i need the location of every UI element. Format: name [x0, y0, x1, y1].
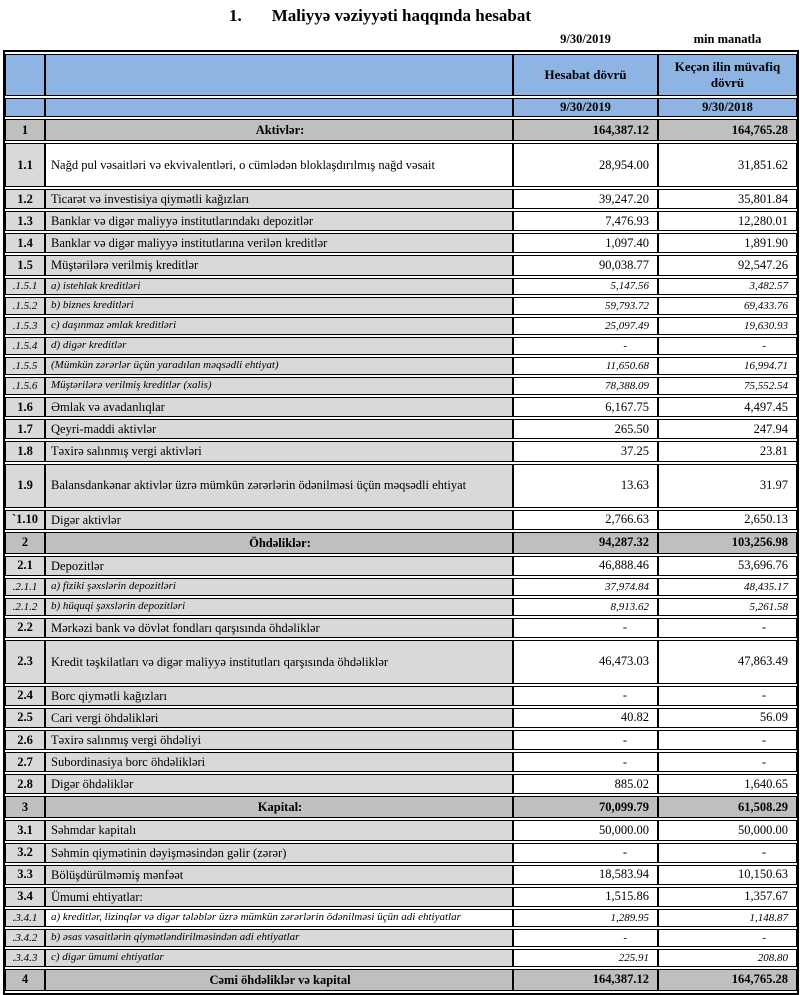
row-value-current: 885.02 — [513, 774, 658, 794]
header-row — [5, 54, 797, 96]
row-value-previous: 3,482.57 — [658, 278, 797, 296]
table-row — [5, 598, 797, 616]
row-value-previous: 19,630.93 — [658, 317, 797, 335]
table-row — [5, 686, 797, 706]
row-label: b) biznes kreditləri — [45, 297, 513, 315]
row-value-previous: 1,357.67 — [658, 887, 797, 907]
row-value-current: 265.50 — [513, 419, 658, 439]
row-label: Əmlak və avadanlıqlar — [45, 397, 513, 417]
table-row — [5, 865, 797, 885]
row-value-current: 94,287.32 — [513, 532, 658, 554]
row-label: Qeyri-maddi aktivlər — [45, 419, 513, 439]
row-value-previous: 5,261.58 — [658, 598, 797, 616]
row-number: .1.5.4 — [5, 337, 45, 355]
table-row — [5, 357, 797, 375]
row-value-previous: - — [658, 337, 797, 355]
row-value-previous: 69,433.76 — [658, 297, 797, 315]
row-value-previous: - — [658, 686, 797, 706]
row-number: .1.5.3 — [5, 317, 45, 335]
row-label: Digər aktivlər — [45, 510, 513, 530]
row-label: Cari vergi öhdəlikləri — [45, 708, 513, 728]
table-row — [5, 397, 797, 417]
row-label: Kapital: — [45, 796, 513, 818]
row-value-current: 1,515.86 — [513, 887, 658, 907]
row-label: Ümumi ehtiyatlar: — [45, 887, 513, 907]
row-number: 3.4 — [5, 887, 45, 907]
row-value-previous: 164,765.28 — [658, 119, 797, 141]
row-value-previous: 103,256.98 — [658, 532, 797, 554]
row-number: 3.2 — [5, 843, 45, 863]
row-value-current: 28,954.00 — [513, 143, 658, 187]
row-number: 2.3 — [5, 640, 45, 684]
row-label: Müştərilərə verilmiş kreditlər — [45, 255, 513, 275]
row-value-current: 90,038.77 — [513, 255, 658, 275]
table-row — [5, 730, 797, 750]
meta-row — [3, 32, 797, 47]
row-value-previous: 75,552.54 — [658, 377, 797, 395]
row-number: 1.1 — [5, 143, 45, 187]
row-value-current: 225.91 — [513, 949, 658, 967]
row-value-previous: 35,801.84 — [658, 189, 797, 209]
table-row — [5, 949, 797, 967]
row-value-current: 13.63 — [513, 464, 658, 508]
row-value-current: 5,147.56 — [513, 278, 658, 296]
row-number: .3.4.1 — [5, 909, 45, 927]
row-value-current: 46,888.46 — [513, 556, 658, 576]
title-text: Maliyyə vəziyyəti haqqında hesabat — [271, 6, 531, 25]
row-value-current: 11,650.68 — [513, 357, 658, 375]
row-value-current: - — [513, 843, 658, 863]
subheader-empty-label-cell — [45, 98, 513, 117]
row-label: Digər öhdəliklər — [45, 774, 513, 794]
row-value-current: 37,974.84 — [513, 578, 658, 596]
row-value-current: 164,387.12 — [513, 119, 658, 141]
row-value-previous: 50,000.00 — [658, 820, 797, 840]
row-value-current: 59,793.72 — [513, 297, 658, 315]
table-row — [5, 143, 797, 187]
row-value-previous: 16,994.71 — [658, 357, 797, 375]
row-label: c) digər ümumi ehtiyatlar — [45, 949, 513, 967]
row-number: 1.5 — [5, 255, 45, 275]
row-value-previous: 31,851.62 — [658, 143, 797, 187]
row-number: 1 — [5, 119, 45, 141]
row-label: Banklar və digər maliyyə institutlarındakı depozitlər — [45, 211, 513, 231]
row-value-current: - — [513, 730, 658, 750]
header-previous-period: Keçən ilin müvafiq dövrü — [658, 54, 797, 96]
row-value-current: 78,388.09 — [513, 377, 658, 395]
row-value-previous: 48,435.17 — [658, 578, 797, 596]
row-value-current: 164,387.12 — [513, 969, 658, 991]
row-value-current: 37.25 — [513, 441, 658, 461]
row-number: 4 — [5, 969, 45, 991]
table-row — [5, 909, 797, 927]
row-label: Bölüşdürülməmiş mənfəət — [45, 865, 513, 885]
row-value-current: - — [513, 337, 658, 355]
table-row — [5, 119, 797, 141]
table-body — [5, 119, 797, 991]
row-number: .1.5.6 — [5, 377, 45, 395]
row-value-previous: 47,863.49 — [658, 640, 797, 684]
table-row — [5, 532, 797, 554]
table-row — [5, 337, 797, 355]
row-value-current: 50,000.00 — [513, 820, 658, 840]
row-label: (Mümkün zərərlər üçün yaradılan məqsədli ehtiyat) — [45, 357, 513, 375]
row-number: 3 — [5, 796, 45, 818]
table-row — [5, 640, 797, 684]
row-number: 2.2 — [5, 618, 45, 638]
row-number: 1.9 — [5, 464, 45, 508]
table-row — [5, 796, 797, 818]
row-number: 1.8 — [5, 441, 45, 461]
row-label: b) əsas vəsaitlərin qiymətləndirilməsindən adi ehtiyatlar — [45, 929, 513, 947]
row-value-current: 70,099.79 — [513, 796, 658, 818]
row-number: 3.3 — [5, 865, 45, 885]
row-value-current: 1,289.95 — [513, 909, 658, 927]
table-row — [5, 255, 797, 275]
row-value-previous: - — [658, 618, 797, 638]
row-number: .1.5.2 — [5, 297, 45, 315]
row-value-previous: 12,280.01 — [658, 211, 797, 231]
row-value-current: 1,097.40 — [513, 233, 658, 253]
row-value-previous: - — [658, 730, 797, 750]
table-row — [5, 752, 797, 772]
row-value-current: 18,583.94 — [513, 865, 658, 885]
title-number: 1. — [228, 6, 242, 25]
row-value-current: - — [513, 618, 658, 638]
row-number: 1.2 — [5, 189, 45, 209]
row-value-previous: 56.09 — [658, 708, 797, 728]
row-value-previous: - — [658, 929, 797, 947]
table-row — [5, 708, 797, 728]
table-row — [5, 211, 797, 231]
page-title — [3, 6, 757, 26]
row-label: Mərkəzi bank və dövlət fondları qarşısında öhdəliklər — [45, 618, 513, 638]
row-label: b) hüquqi şəxslərin depozitləri — [45, 598, 513, 616]
row-label: Subordinasiya borc öhdəlikləri — [45, 752, 513, 772]
table-row — [5, 464, 797, 508]
row-value-current: 6,167.75 — [513, 397, 658, 417]
row-label: Təxirə salınmış vergi öhdəliyi — [45, 730, 513, 750]
subheader-row — [5, 98, 797, 117]
row-number: .2.1.2 — [5, 598, 45, 616]
table-row — [5, 189, 797, 209]
row-value-previous: 164,765.28 — [658, 969, 797, 991]
row-number: `1.10 — [5, 510, 45, 530]
row-number: .1.5.5 — [5, 357, 45, 375]
row-value-previous: 1,891.90 — [658, 233, 797, 253]
row-value-previous: 92,547.26 — [658, 255, 797, 275]
row-label: a) kreditlər, lizinqlər və digər tələblər üzrə mümkün zərərlərin ödənilməsi üçün adi ehtiyatlar — [45, 909, 513, 927]
row-label: Öhdəliklər: — [45, 532, 513, 554]
row-value-previous: 208.80 — [658, 949, 797, 967]
row-number: 2.7 — [5, 752, 45, 772]
subheader-empty-number-cell — [5, 98, 45, 117]
row-value-previous: 61,508.29 — [658, 796, 797, 818]
row-value-current: 25,097.49 — [513, 317, 658, 335]
row-label: Müştərilərə verilmiş kreditlər (xalis) — [45, 377, 513, 395]
table-row — [5, 317, 797, 335]
row-number: 2.8 — [5, 774, 45, 794]
row-label: Təxirə salınmış vergi aktivləri — [45, 441, 513, 461]
table-row — [5, 297, 797, 315]
row-label: a) istehlak kreditləri — [45, 278, 513, 296]
table-row — [5, 556, 797, 576]
row-value-previous: 1,640.65 — [658, 774, 797, 794]
row-label: Balansdankənar aktivlər üzrə mümkün zərərlərin ödənilməsi üçün məqsədli ehtiyat — [45, 464, 513, 508]
row-value-previous: 31.97 — [658, 464, 797, 508]
row-number: .3.4.3 — [5, 949, 45, 967]
table-row — [5, 278, 797, 296]
table-row — [5, 843, 797, 863]
row-value-previous: - — [658, 843, 797, 863]
row-label: d) digər kreditlər — [45, 337, 513, 355]
row-number: 2.4 — [5, 686, 45, 706]
table-row — [5, 441, 797, 461]
row-value-previous: 10,150.63 — [658, 865, 797, 885]
row-value-previous: 4,497.45 — [658, 397, 797, 417]
report-date: 9/30/2019 — [560, 32, 611, 46]
row-label: Ticarət və investisiya qiymətli kağızları — [45, 189, 513, 209]
row-label: Banklar və digər maliyyə institutlarına verilən kreditlər — [45, 233, 513, 253]
subheader-previous-date: 9/30/2018 — [658, 98, 797, 117]
row-number: 1.4 — [5, 233, 45, 253]
row-value-previous: 53,696.76 — [658, 556, 797, 576]
units-label: min manatla — [693, 32, 762, 46]
row-number: .2.1.1 — [5, 578, 45, 596]
row-label: Səhmin qiymətinin dəyişməsindən gəlir (zərər) — [45, 843, 513, 863]
header-current-period: Hesabat dövrü — [513, 54, 658, 96]
row-label: Borc qiymətli kağızları — [45, 686, 513, 706]
row-number: 2.1 — [5, 556, 45, 576]
row-value-current: 46,473.03 — [513, 640, 658, 684]
row-value-previous: 2,650.13 — [658, 510, 797, 530]
header-empty-label-cell — [45, 54, 513, 96]
row-number: .1.5.1 — [5, 278, 45, 296]
row-number: 1.3 — [5, 211, 45, 231]
row-value-current: - — [513, 929, 658, 947]
row-value-previous: 23.81 — [658, 441, 797, 461]
row-number: 3.1 — [5, 820, 45, 840]
row-value-current: - — [513, 752, 658, 772]
table-row — [5, 618, 797, 638]
table-row — [5, 969, 797, 991]
table-row — [5, 820, 797, 840]
row-label: Nağd pul vəsaitləri və ekvivalentləri, o cümlədən bloklaşdırılmış nağd vəsait — [45, 143, 513, 187]
row-label: c) daşınmaz əmlak kreditləri — [45, 317, 513, 335]
row-value-current: 40.82 — [513, 708, 658, 728]
row-label: Aktivlər: — [45, 119, 513, 141]
row-label: Depozitlər — [45, 556, 513, 576]
table-row — [5, 578, 797, 596]
row-number: 1.6 — [5, 397, 45, 417]
row-value-current: - — [513, 686, 658, 706]
table-row — [5, 887, 797, 907]
row-value-previous: 1,148.87 — [658, 909, 797, 927]
table-row — [5, 419, 797, 439]
row-label: Cəmi öhdəliklər və kapital — [45, 969, 513, 991]
table-row — [5, 929, 797, 947]
row-value-current: 8,913.62 — [513, 598, 658, 616]
row-number: .3.4.2 — [5, 929, 45, 947]
header-empty-number-cell — [5, 54, 45, 96]
row-number: 2.5 — [5, 708, 45, 728]
financial-position-table — [3, 50, 799, 995]
row-number: 1.7 — [5, 419, 45, 439]
subheader-current-date: 9/30/2019 — [513, 98, 658, 117]
table-row — [5, 510, 797, 530]
row-label: Kredit təşkilatları və digər maliyyə institutları qarşısında öhdəliklər — [45, 640, 513, 684]
row-label: Səhmdar kapitalı — [45, 820, 513, 840]
row-value-previous: - — [658, 752, 797, 772]
table-row — [5, 233, 797, 253]
row-number: 2 — [5, 532, 45, 554]
row-value-previous: 247.94 — [658, 419, 797, 439]
table-row — [5, 774, 797, 794]
row-number: 2.6 — [5, 730, 45, 750]
row-value-current: 39,247.20 — [513, 189, 658, 209]
table-row — [5, 377, 797, 395]
row-value-current: 2,766.63 — [513, 510, 658, 530]
row-value-current: 7,476.93 — [513, 211, 658, 231]
row-label: a) fiziki şəxslərin depozitləri — [45, 578, 513, 596]
